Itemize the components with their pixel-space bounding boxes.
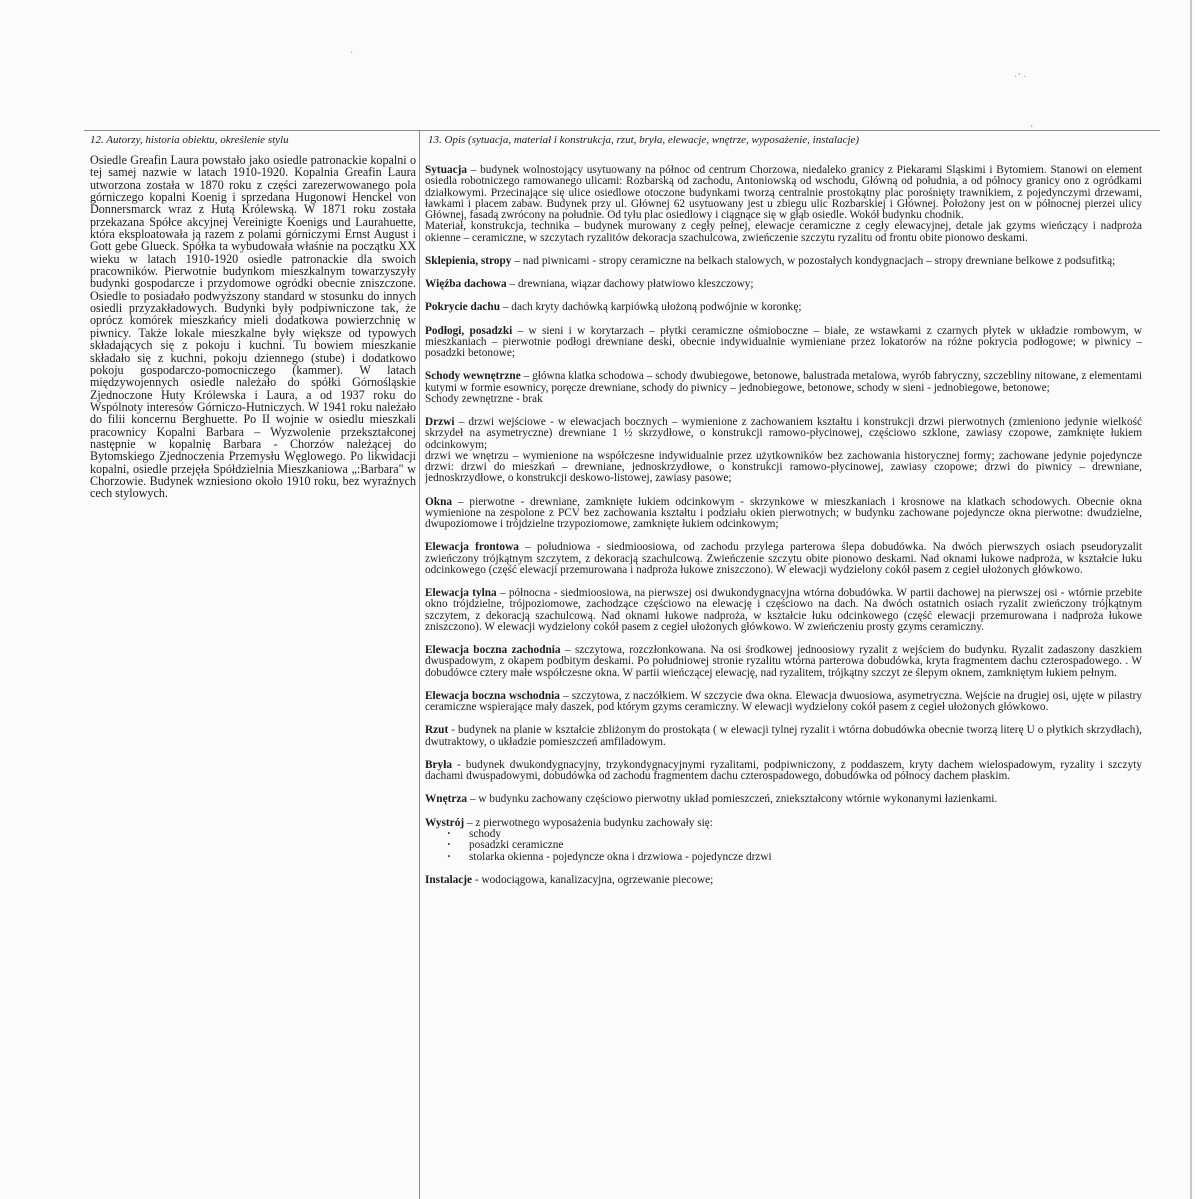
section-text: - wodociągowa, kanalizacyjna, ogrzewanie piecowe;	[472, 874, 714, 887]
description-section	[425, 497, 1142, 531]
section-text: – pierwotne - drewniane, zamknięte łukiem odcinkowym - skrzynkowe w mieszkaniach i krosnowe na klatkach schodowych. Obecnie okna wymienione na zespolone z PCV bez zachowania kształtu i podziału okien pierwotnych; w budynku zachowane pojedyncze okna pierwotne: dwudzielne, dwupoziomowe i trójdzielne trzypoziomowe, zamknięte łukiem odcinkowym;	[425, 495, 1142, 530]
section-title: Schody wewnętrzne	[425, 370, 521, 383]
section-text: – drewniana, wiązar dachowy płatwiowo kleszczowy;	[506, 278, 754, 290]
section-text: – nad piwnicami - stropy ceramiczne na belkach stalowych, w pozostałych kondygnacjach – stropy drewniane belkowe z podsufitką;	[511, 254, 1116, 267]
scan-speck: ‚	[1030, 118, 1034, 129]
section-paragraph	[425, 794, 1142, 805]
section-paragraph	[425, 256, 1142, 267]
section-paragraph-continued: drzwi we wnętrzu – wymienione na współczesne indywidualnie przez użytkowników bez zachowania historycznej formy; zachowane jedynie pojedyncze drzwi: drzwi do mieszkań – drewniane, jednoskrzydłowe, o konstrukcji ramowo-płycinowej, zawiasy czopowe; drzwi do piwnicy – drewniane, jednoskrzydłowe, o konstrukcji deskowo-listowej, zawiasy pasowe;	[425, 449, 1142, 485]
section-paragraph	[425, 497, 1142, 531]
section-title: Sytuacja	[425, 165, 468, 176]
section-paragraph	[425, 417, 1142, 451]
scan-speck: ·	[350, 48, 354, 59]
description-section	[425, 760, 1142, 783]
description-section	[425, 691, 1142, 714]
section-paragraph	[425, 326, 1142, 360]
scan-speck: ·ʼ ·	[1014, 72, 1027, 83]
bullet-item: · stolarka okienna - pojedyncze okna i drzwiowa - pojedyncze drzwi	[425, 852, 1142, 864]
description-section	[425, 326, 1142, 360]
section-text: – drzwi wejściowe - w elewacjach bocznych – wymienione z zachowaniem kształtu i konstrukcji drzwi pierwotnych (zmieniono jedynie wielkość skrzydeł na asymetryczne) drewniane 1 ½ skrzydłowe, o konstrukcji ramowo-płycinowej, częściowo szklone, zawiasy czopowe, zamknięte łukiem odcinkowym;	[425, 416, 1142, 451]
description-section	[425, 794, 1142, 805]
section-title: Więźba dachowa	[425, 278, 507, 290]
description-section	[425, 588, 1142, 633]
section-text: – z pierwotnego wyposażenia budynku zachowały się:	[464, 816, 713, 829]
description-section	[425, 417, 1142, 485]
section-paragraph	[425, 165, 1142, 221]
section-title: Podłogi, posadzki	[425, 324, 513, 337]
description-section	[425, 279, 1142, 290]
section-title: Drzwi	[425, 416, 455, 428]
left-column-heading: 12. Autorzy, historia obiektu, określenie stylu	[90, 134, 289, 146]
section-title: Rzut	[425, 724, 449, 737]
section-paragraph	[425, 279, 1142, 290]
section-title: Elewacja boczna wschodnia	[425, 689, 560, 702]
section-paragraph	[425, 302, 1142, 313]
section-text: – w sieni i w korytarzach – płytki ceramiczne ośmioboczne – białe, ze wstawkami z czarnych płytek w układzie rombowym, w mieszkaniach – pierwotnie podłogi drewniane deski, obecnie indywidualnie wymieniane przez lokatorów na różne pokrycia podłogowe; w piwnicy – posadzki betonowe;	[425, 324, 1142, 359]
table-top-rule	[84, 130, 1160, 131]
description-section	[425, 371, 1142, 405]
description-section	[425, 725, 1142, 748]
section-title: Bryła	[425, 758, 452, 771]
section-text: – północna - siedmioosiowa, na pierwszej osi dwukondygnacyjna wtórna dobudówka. W partii dachowej na pierwszej osi - wtórnie przebite okno trójdzielne, trójpoziomowe, zachodzące częściowo na elewację i częściowo na dach. Na dwóch ostatnich osiach ryzalit zwieńczony trójkątnym szczytem, z dekoracją szachulcową. Nad oknami łukowe nadproża, w kształcie łuku odcinkowego (część elewacji przemurowana i nadproża łukowe zniszczono). W elewacji wydzielony cokół pasem z cegieł ułożonych główkowo. W zwieńczeniu prosty gzyms ceramiczny.	[425, 587, 1142, 633]
section-title: Elewacja boczna zachodnia	[425, 644, 561, 656]
description-section	[425, 818, 1142, 864]
section-paragraph	[425, 645, 1142, 679]
section-text: - budynek dwukondygnacyjny, trzykondygnacyjnymi ryzalitami, podpiwniczony, z poddaszem, kryty dachem wielospadowym, ryzality i szczyty dachami dwuspadowymi, dobudówka od zachodu fragmentem dachu czterospadowego, dobudówka od północy dachem płaskim.	[425, 758, 1142, 782]
column-divider	[419, 130, 420, 1199]
right-column-heading: 13. Opis (sytuacja, materiał i konstrukcja, rzut, bryła, elewacje, wnętrze, wyposażenie, instalacje)	[428, 134, 860, 146]
section-paragraph-continued: Materiał, konstrukcja, technika – budynek murowany z cegły pełnej, elewacje ceramiczne z cegły elewacyjnej, detale jak gzyms wieńczący i nadproża okienne – ceramiczne, w szczytach ryzalitów dekoracja szachulcowa, zwieńczenie szczytu ryzalitu od frontu obite pionowo deskami.	[425, 220, 1142, 244]
section-text: – budynek wolnostojący usytuowany na północ od centrum Chorzowa, niedaleko granicy z Piekarami Śląskimi i Bytomiem. Stanowi on element osiedla robotniczego ramowanego ulicami: Rozbarską od zachodu, Antoniowską od wschodu, Główną od południa, a od północy granicy ono z ogródkami działkowymi. Przecinające się ulice osiedlowe otoczone budynkami tworzą centralnie prostokątny plac porośnięty trawnikiem, z pojedynczymi drzewami, ławkami i placem zabaw. Budynek przy ul. Głównej 62 usytuowany jest u zbiegu ulic Rozbarskiej i Głównej. Położony jest on w północnej pierzei ulicy Głównej, fasadą zwrócony na południe. Od tyłu plac osiedlowy i ciągnące się w głąb osiedle. Wokół budynku chodnik.	[425, 165, 1142, 221]
section-paragraph	[425, 875, 1142, 886]
description-section	[425, 256, 1142, 267]
page-edge	[1190, 0, 1192, 1199]
description-column	[425, 165, 1142, 1199]
section-paragraph-continued: Schody zewnętrzne - brak	[425, 392, 543, 405]
section-paragraph	[425, 818, 1142, 829]
section-paragraph	[425, 588, 1142, 633]
description-section	[425, 645, 1142, 679]
section-text: – w budynku zachowany częściowo pierwotny układ pomieszczeń, zniekształcony wtórnie wykonanymi łazienkami.	[467, 793, 998, 806]
section-title: Pokrycie dachu	[425, 301, 500, 314]
section-title: Wystrój	[425, 816, 465, 829]
section-paragraph	[425, 725, 1142, 748]
history-text: Osiedle Greafin Laura powstało jako osiedle patronackie kopalni o tej samej nazwie w latach 1910-1920. Kopalnia Greafin Laura utworzona została w 1870 roku z części zarezerwowanego pola górniczego kopalni Koenig i sprzedana Hugonowi Henckel von Donnersmarck wraz z Hutą Królewską. W 1871 roku została przekazana Spółce akcyjnej Vereinigte Koenigs und Laurahuette, która eksploatowała ją razem z polami górniczymi Ernst August i Gott gebe Glueck. Spółka ta wybudowała właśnie na początku XX wieku w latach 1910-1920 osiedle patronackie dla swoich pracowników. Pierwotnie budynkom mieszkalnym towarzyszyły budynki gospodarcze i przydomowe ogródki obecnie zniszczone. Osiedle to posiadało podwyższony standard w stosunku do innych osiedli przyzakładowych. Budynki były podpiwniczone tak, że oprócz komórek mieszkańcy mieli dodatkowa powierzchnię w piwnicy. Także lokale mieszkalne były większe od typowych składających się z pokoju i kuchni. Tu bowiem mieszkanie składało się z kuchni, pokoju dziennego (stube) i dodatkowo pokoju gospodarczo-pomocniczego (kammer). W latach międzywojennych osiedle należało do spółki Górnośląskie Zjednoczone Huty Królewska i Laura, a od 1937 roku do Wspólnoty interesów Górniczo-Hutniczych. W 1941 roku należało do filii koncernu Berghuette. Po II wojnie w osiedlu mieszkali pracownicy Kopalni Barbara – Wyzwolenie przekształconej następnie w kopalnię Barbara - Chorzów należącej do Bytomskiego Zjednoczenia Przemysłu Węglowego. Po likwidacji kopalni, osiedle przejęła Spółdzielnia Mieszkaniowa „:Barbara" w Chorzowie. Budynek wzniesiono około 1910 roku, bez wyraźnych cech stylowych.	[90, 153, 416, 501]
section-text: – główna klatka schodowa – schody dwubiegowe, betonowe, balustrada metalowa, wyrób fabryczny, szczebliny nitowane, z elementami kutymi w formie esownicy, poręcze drewniane, schody do piwnicy – jednobiegowe, betonowe, schody w sieni - jednobiegowe, betonowe;	[425, 370, 1142, 394]
section-paragraph	[425, 691, 1142, 714]
description-section	[425, 165, 1142, 244]
section-paragraph	[425, 371, 1142, 394]
section-text: - budynek na planie w kształcie zbliżonym do prostokąta ( w elewacji tylnej ryzalit i wtórna dobudówka obecnie tworzą literę U o płytkich skrzydłach), dwutraktowy, o układzie pomieszczeń amfiladowym.	[425, 724, 1142, 748]
section-title: Sklepienia, stropy	[425, 254, 512, 267]
bullet-item: · schody	[425, 829, 1142, 841]
description-section	[425, 542, 1142, 576]
description-section	[425, 302, 1142, 313]
section-paragraph	[425, 760, 1142, 783]
bullet-list	[425, 829, 1142, 864]
section-title: Okna	[425, 495, 453, 508]
section-title: Elewacja tylna	[425, 587, 497, 599]
section-text: – szczytowa, z naczółkiem. W szczycie dwa okna. Elewacja dwuosiowa, asymetryczna. Wejście na drugiej osi, ujęte w pilastry ceramiczne wspierające mały daszek, pod którym gzyms ceramiczny. W elewacji wydzielony cokół pasem z cegieł ułożonych główkowo.	[425, 689, 1142, 713]
bullet-item: · posadzki ceramiczne	[425, 840, 1142, 852]
section-title: Instalacje	[425, 874, 473, 887]
section-text: – dach kryty dachówką karpiówką ułożoną podwójnie w koronkę;	[500, 301, 802, 314]
description-section	[425, 875, 1142, 886]
section-paragraph	[425, 542, 1142, 576]
section-title: Wnętrza	[425, 793, 468, 806]
section-text: – południowa - siedmioosiowa, od zachodu przylega parterowa ślepa dobudówka. Na dwóch pierwszych osiach pseudoryzalit zwieńczony trójkątnym szczytem, z dekoracją szachulcową. Zwieńczenie szczytu obite pionowo deskami. Nad oknami łukowe nadproża, w kształcie łuku odcinkowego (część elewacji przemurowana i nadproża łukowe zniszczono). W elewacji wydzielony cokół pasem z cegieł ułożonych główkowo.	[425, 541, 1142, 576]
section-title: Elewacja frontowa	[425, 541, 519, 554]
section-text: – szczytowa, rozczłonkowana. Na osi środkowej jednoosiowy ryzalit z wejściem do budynku. Ryzalit zadaszony daszkiem dwuspadowym, z okapem podbitym deskami. Po południowej stronie ryzalitu wtórna parterowa dobudówka, kryta fragmentem dachu czterospadowego. . W dobudówce cztery małe współczesne okna. W partii wieńczącej elewację, nad ryzalitem, trójkątny szczyt ze ślepym oknem, zamkniętym łukiem pełnym.	[425, 644, 1142, 679]
